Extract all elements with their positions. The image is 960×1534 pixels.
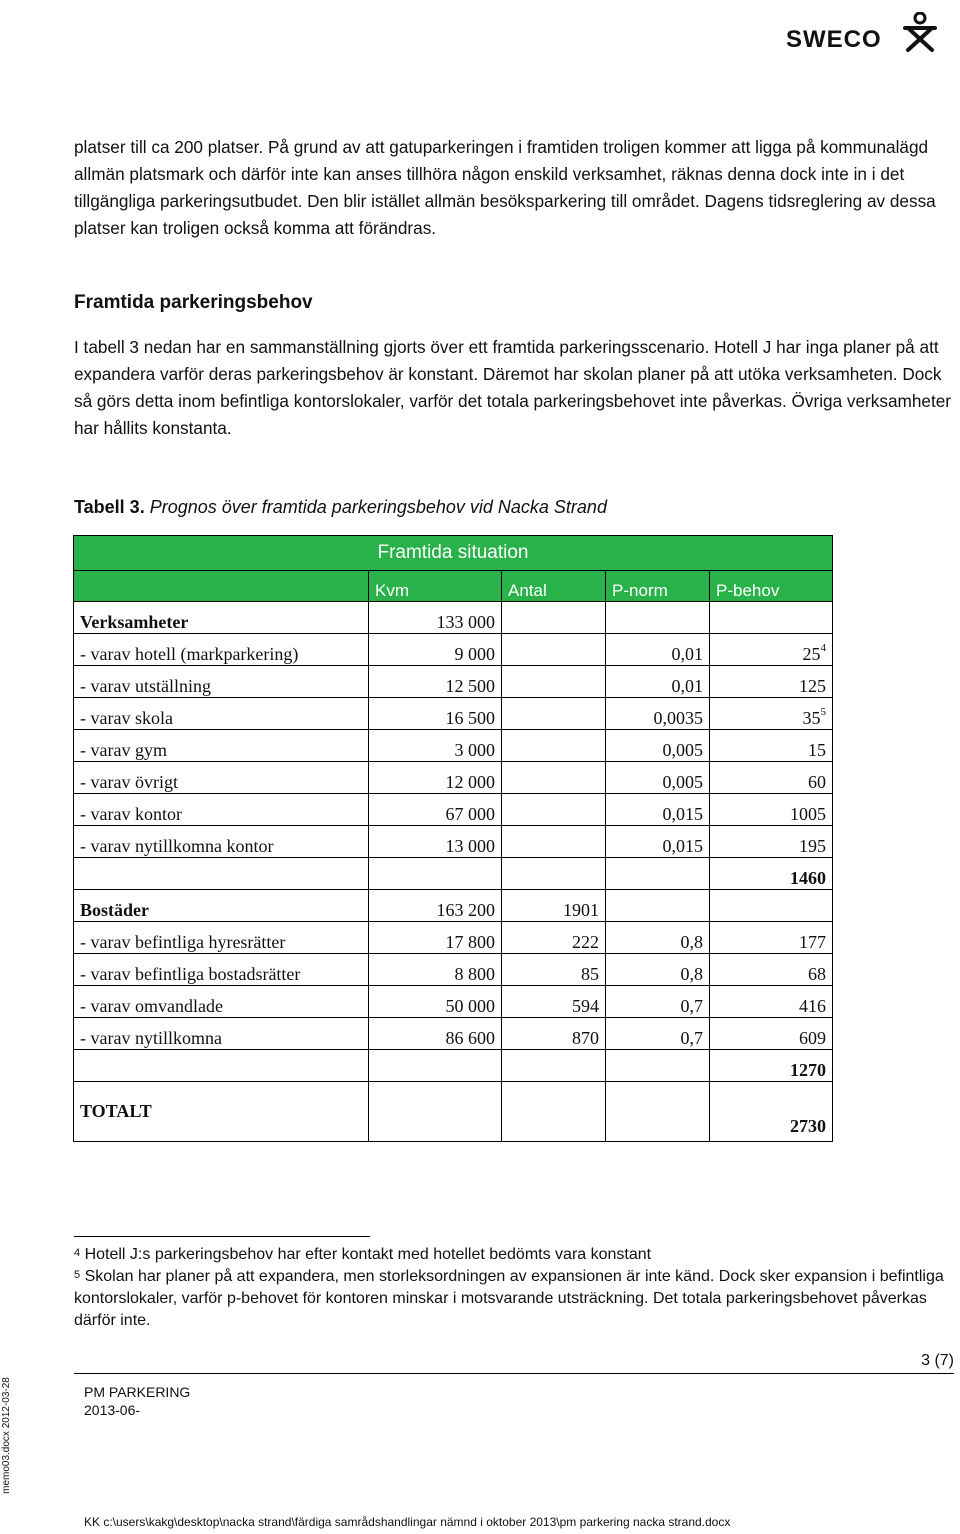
footnote-5-mark: 5	[74, 1269, 81, 1281]
table-row	[74, 1018, 833, 1050]
pbehov-value: 1270	[790, 1060, 826, 1080]
row-label: - varav kontor	[74, 794, 369, 826]
row-pnorm: 0,005	[606, 762, 710, 794]
row-pbehov	[710, 762, 833, 794]
row-antal	[502, 602, 606, 634]
footnote-4-mark: 4	[74, 1247, 81, 1259]
row-pbehov	[710, 730, 833, 762]
table-row	[74, 890, 833, 922]
subtotal-value	[710, 1050, 833, 1082]
pbehov-value: 68	[808, 964, 826, 984]
table-column-header-row	[74, 571, 833, 602]
row-pnorm: 0,0035	[606, 698, 710, 730]
row-antal	[502, 794, 606, 826]
pbehov-value: 609	[799, 1028, 826, 1048]
header-empty	[74, 571, 369, 602]
row-pnorm	[606, 858, 710, 890]
row-label: - varav befintliga hyresrätter	[74, 922, 369, 954]
row-antal	[502, 762, 606, 794]
row-kvm: 8 800	[369, 954, 502, 986]
row-label	[74, 858, 369, 890]
total-empty	[502, 1082, 606, 1142]
footer-file-path: KK c:\users\kakg\desktop\nacka strand\färdiga samrådshandlingar nämnd i oktober 2013\pm parkering nacka strand.docx	[84, 1515, 731, 1529]
row-label	[74, 1050, 369, 1082]
row-kvm: 86 600	[369, 1018, 502, 1050]
row-kvm: 13 000	[369, 826, 502, 858]
row-pnorm: 0,015	[606, 794, 710, 826]
total-empty	[606, 1082, 710, 1142]
row-antal	[502, 858, 606, 890]
col-antal: Antal	[502, 571, 606, 602]
table-row	[74, 698, 833, 730]
row-pnorm	[606, 602, 710, 634]
footer-side-text: memo03.docx 2012-03-28	[0, 1377, 12, 1494]
pbehov-value: 177	[799, 932, 826, 952]
row-label: - varav nytillkomna	[74, 1018, 369, 1050]
row-pnorm: 0,8	[606, 922, 710, 954]
row-pnorm	[606, 890, 710, 922]
row-antal: 1901	[502, 890, 606, 922]
col-kvm: Kvm	[369, 571, 502, 602]
row-kvm	[369, 1050, 502, 1082]
row-label: - varav övrigt	[74, 762, 369, 794]
row-kvm: 12 500	[369, 666, 502, 698]
row-pbehov	[710, 922, 833, 954]
row-pnorm: 0,7	[606, 1018, 710, 1050]
row-label: - varav skola	[74, 698, 369, 730]
footer-doc-title: PM PARKERING	[84, 1384, 191, 1400]
table-row	[74, 826, 833, 858]
row-kvm: 17 800	[369, 922, 502, 954]
row-pbehov	[710, 602, 833, 634]
row-label: - varav befintliga bostadsrätter	[74, 954, 369, 986]
row-antal	[502, 730, 606, 762]
row-pbehov	[710, 794, 833, 826]
row-antal: 222	[502, 922, 606, 954]
row-antal: 870	[502, 1018, 606, 1050]
row-pbehov	[710, 1018, 833, 1050]
parking-table	[73, 535, 833, 1142]
table-row	[74, 954, 833, 986]
row-label: Verksamheter	[74, 602, 369, 634]
table-row	[74, 730, 833, 762]
row-antal	[502, 1050, 606, 1082]
row-pnorm	[606, 1050, 710, 1082]
row-pbehov	[710, 826, 833, 858]
row-kvm: 133 000	[369, 602, 502, 634]
table-row	[74, 794, 833, 826]
pbehov-value: 1460	[790, 868, 826, 888]
paragraph-1: platser till ca 200 platser. På grund av att gatuparkeringen i framtiden troligen kommer att ligga på kommunalägd allmän platsmark och därför inte kan anses tillhöra någon enskild verksamhet, räknas denna dock inte in i det tillgängliga parkeringsutbudet. Den blir istället allmän besöksparkering till området. Dagens tidsreglering av dessa platser kan troligen också komma att förändras.	[74, 137, 936, 238]
sweco-figure-icon	[902, 12, 938, 54]
row-label: - varav gym	[74, 730, 369, 762]
pbehov-value: 125	[799, 676, 826, 696]
row-pnorm: 0,01	[606, 666, 710, 698]
table-caption	[74, 497, 607, 518]
col-pbehov: P-behov	[710, 571, 833, 602]
row-antal: 594	[502, 986, 606, 1018]
row-kvm: 67 000	[369, 794, 502, 826]
col-pnorm: P-norm	[606, 571, 710, 602]
table-row	[74, 922, 833, 954]
footnote-4-text: Hotell J:s parkeringsbehov har efter kontakt med hotellet bedömts vara konstant	[84, 1246, 652, 1263]
pbehov-value: 1005	[790, 804, 826, 824]
row-pbehov	[710, 634, 833, 666]
row-kvm: 9 000	[369, 634, 502, 666]
pbehov-value: 15	[808, 740, 826, 760]
footer-date: 2013-06-	[84, 1402, 141, 1418]
row-pbehov	[710, 698, 833, 730]
row-antal	[502, 634, 606, 666]
row-label: - varav omvandlade	[74, 986, 369, 1018]
row-antal	[502, 698, 606, 730]
row-pbehov	[710, 986, 833, 1018]
row-antal	[502, 826, 606, 858]
caption-text: Prognos över framtida parkeringsbehov vid Nacka Strand	[149, 497, 607, 517]
table-row	[74, 602, 833, 634]
total-empty	[369, 1082, 502, 1142]
pbehov-value: 35	[802, 708, 821, 728]
row-label: - varav utställning	[74, 666, 369, 698]
row-pbehov	[710, 666, 833, 698]
footnote-4	[74, 1244, 944, 1266]
section-heading: Framtida parkeringsbehov	[74, 292, 313, 313]
row-label: - varav hotell (markparkering)	[74, 634, 369, 666]
row-kvm	[369, 858, 502, 890]
footnote-ref: 5	[820, 706, 826, 718]
footnote-ref: 4	[820, 642, 826, 654]
row-pnorm: 0,005	[606, 730, 710, 762]
footnote-5-text: Skolan har planer på att expandera, men storleksordningen av expansionen är inte känd. Dock sker expansion i befintliga kontorslokaler, varför p-behovet för kontoren minskar i motsvarande utsträckning. Det totala parkeringsbehovet påverkas därför inte.	[74, 1268, 944, 1329]
row-pnorm: 0,8	[606, 954, 710, 986]
logo-text: SWECO	[786, 26, 882, 53]
row-kvm: 163 200	[369, 890, 502, 922]
pbehov-value: 25	[802, 644, 821, 664]
pbehov-value: 60	[808, 772, 826, 792]
row-pnorm: 0,015	[606, 826, 710, 858]
sweco-logo	[786, 12, 946, 62]
subtotal-value	[710, 858, 833, 890]
table-row	[74, 666, 833, 698]
row-kvm: 50 000	[369, 986, 502, 1018]
footnote-separator	[74, 1236, 370, 1237]
total-value: 2730	[710, 1082, 833, 1142]
footer-divider	[74, 1373, 954, 1374]
row-pnorm: 0,01	[606, 634, 710, 666]
pbehov-value: 416	[799, 996, 826, 1016]
table-row	[74, 986, 833, 1018]
row-pbehov	[710, 890, 833, 922]
row-antal	[502, 666, 606, 698]
pbehov-value: 195	[799, 836, 826, 856]
row-pbehov	[710, 954, 833, 986]
table-title: Framtida situation	[74, 536, 833, 571]
table-subtotal-row	[74, 1050, 833, 1082]
row-kvm: 3 000	[369, 730, 502, 762]
table-subtotal-row	[74, 858, 833, 890]
table-title-row	[74, 536, 833, 571]
row-antal: 85	[502, 954, 606, 986]
total-label: TOTALT	[74, 1082, 369, 1142]
footnote-5	[74, 1266, 944, 1332]
page-number: 3 (7)	[921, 1352, 954, 1369]
table-row	[74, 634, 833, 666]
row-label: Bostäder	[74, 890, 369, 922]
paragraph-2: I tabell 3 nedan har en sammanställning gjorts över ett framtida parkeringsscenario. Hotell J har inga planer på att expandera varför deras parkeringsbehov är konstant. Däremot har skolan planer på att utöka verksamheten. Dock så görs detta inom befintliga kontorslokaler, varför det totala parkeringsbehovet inte påverkas. Övriga verksamheter har hållits konstanta.	[74, 337, 952, 438]
row-pnorm: 0,7	[606, 986, 710, 1018]
row-kvm: 16 500	[369, 698, 502, 730]
row-label: - varav nytillkomna kontor	[74, 826, 369, 858]
row-kvm: 12 000	[369, 762, 502, 794]
table-total-row	[74, 1082, 833, 1142]
caption-label: Tabell 3.	[74, 497, 145, 517]
table-row	[74, 762, 833, 794]
